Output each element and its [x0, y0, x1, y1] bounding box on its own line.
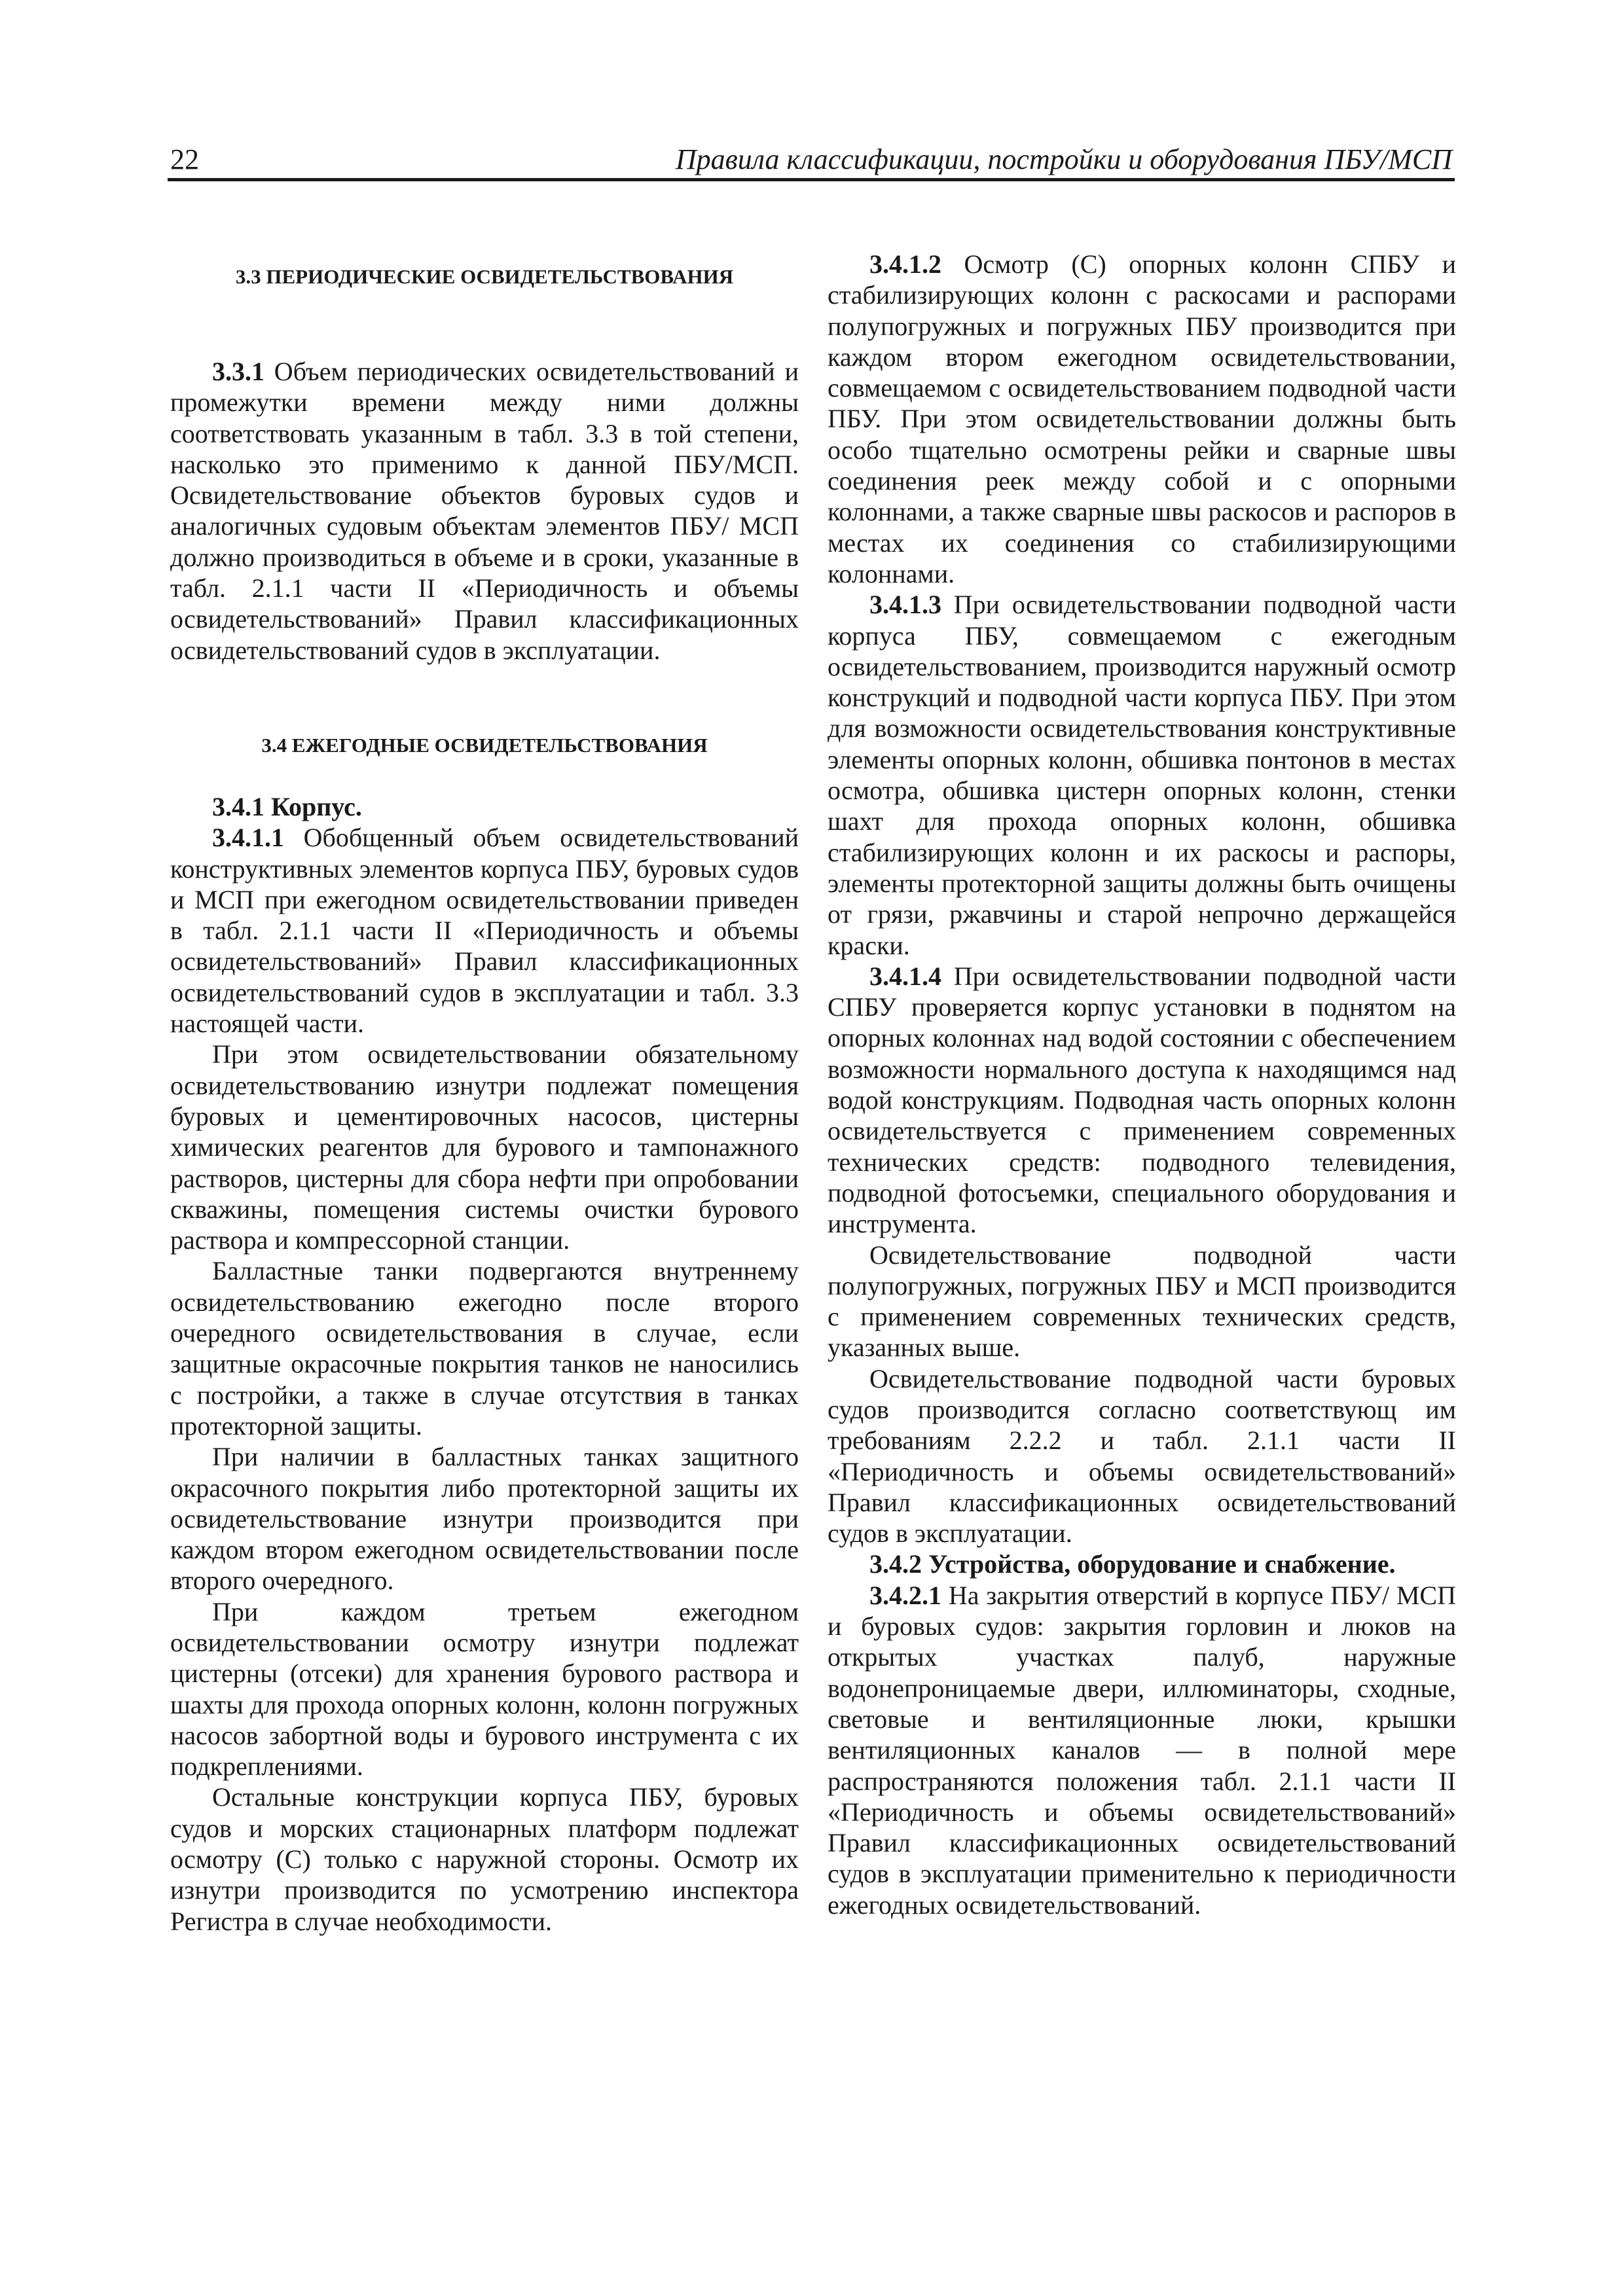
paragraph-3-4-1-1	[170, 822, 799, 1039]
subsection-heading-text: 3.4.1 Корпус.	[212, 791, 362, 821]
paragraph-text: Объем периодических освидетельствований и промежутки времени между ними должны соответствовать указанным в табл. 3.3 в той степени, насколько это применимо к данной ПБУ/МСП. Освидетельствование объектов буровых судов и аналогичных судовым объектам элементов ПБУ/ МСП должно производиться в объеме и в сроки, указанные в табл. 2.1.1 части II «Периодичность и объемы освидетельствований» Правил классификационных освидетельствований судов в эксплуатации.	[170, 357, 799, 665]
paragraph-text: Осмотр (С) опорных колонн СПБУ и стабилизирующих колонн с раскосами и распорами полупогружных и погружных ПБУ производится при каждом втором ежегодном освидетельствовании, совмещаемом с освидетельствованием подводной части ПБУ. При этом освидетельствовании должны быть особо тщательно осмотрены рейки и сварные швы соединения реек между собой и с опорными колоннами, а также сварные швы раскосов и распоров в местах их соединения со стабилизирующими колоннами.	[828, 249, 1456, 588]
page-number: 22	[170, 143, 199, 175]
paragraph-3-4-1-3	[828, 589, 1456, 961]
paragraph-drilling-ships-survey: Освидетельствование подводной части буровых судов производится согласно соответствующ им требованиям 2.2.2 и табл. 2.1.1 части II «Периодичность и объемы освидетельствований» Правил классификационных освидетельствований судов в эксплуатации.	[828, 1363, 1456, 1549]
right-column	[828, 249, 1456, 1920]
left-column	[170, 249, 799, 1937]
paragraph-third-annual-survey: При каждом третьем ежегодном освидетельствовании осмотру изнутри подлежат цистерны (отсеки) для хранения бурового раствора и шахты для прохода опорных колонн, колонн погружных насосов забортной воды и бурового инструмента с их подкреплениями.	[170, 1596, 799, 1782]
subsection-heading-text: 3.4.2 Устройства, оборудование и снабжение.	[869, 1549, 1396, 1579]
clause-number: 3.3.1	[212, 357, 264, 386]
paragraph-text: При освидетельствовании подводной части корпуса ПБУ, совмещаемом с ежегодным освидетельствованием, производится наружный осмотр конструкций и подводной части корпуса ПБУ. При этом для возможности освидетельствования конструктивные элементы опорных колонн, обшивка понтонов в местах осмотра, обшивка цистерн опорных колонн, стенки шахт для прохода опорных колонн, обшивка стабилизирующих колонн и их раскосы и распоры, элементы протекторной защиты должны быть очищены от грязи, ржавчины и старой непрочно держащейся краски.	[828, 590, 1456, 960]
running-title: Правила классификации, постройки и оборудования ПБУ/МСП	[675, 143, 1452, 175]
paragraph-text: При освидетельствовании подводной части СПБУ проверяется корпус установки в поднятом на опорных колоннах над водой состоянии с обеспечением возможности нормального доступа к находящимся над водой конструкциям. Подводная часть опорных колонн освидетельствуется с применением современных технических средств: подводного телевидения, подводной фотосъемки, специального оборудования и инструмента.	[828, 961, 1456, 1239]
clause-number: 3.4.1.1	[212, 823, 284, 853]
paragraph-3-4-1-2	[828, 249, 1456, 589]
paragraph-text: На закрытия отверстий в корпусе ПБУ/ МСП и буровых судов: закрытия горловин и люков на открытых участках палуб, наружные водонепроницаемые двери, иллюминаторы, сходные, световые и вентиляционные люки, крышки вентиляционных каналов — в полной мере распространяются положения табл. 2.1.1 части II «Периодичность и объемы освидетельствований» Правил классификационных освидетельствований судов в эксплуатации применительно к периодичности ежегодных освидетельствований.	[828, 1580, 1456, 1920]
clause-number: 3.4.1.4	[869, 961, 941, 991]
paragraph-external-inspection: Остальные конструкции корпуса ПБУ, буровых судов и морских стационарных платформ подлежат осмотру (С) только с наружной стороны. Осмотр их изнутри производится по усмотрению инспектора Регистра в случае необходимости.	[170, 1782, 799, 1936]
paragraph-3-4-1-4	[828, 961, 1456, 1240]
clause-number: 3.4.1.3	[869, 590, 941, 620]
page-header	[168, 140, 1455, 181]
paragraph-3-3-1	[170, 356, 799, 666]
subsection-heading-3-4-1	[170, 791, 799, 822]
clause-number: 3.4.2.1	[869, 1580, 941, 1610]
paragraph-mandatory-internal-survey: При этом освидетельствовании обязательному освидетельствованию изнутри подлежат помещения буровых и цементировочных насосов, цистерны химических реагентов для бурового и тампонажного растворов, цистерны для сбора нефти при опробовании скважины, помещения системы очистки бурового раствора и компрессорной станции.	[170, 1039, 799, 1255]
paragraph-protective-coating: При наличии в балластных танках защитного окрасочного покрытия либо протекторной защиты их освидетельствование изнутри производится при каждом втором ежегодном освидетельствовании после второго очередного.	[170, 1442, 799, 1596]
subsection-heading-3-4-2	[828, 1549, 1456, 1579]
paragraph-semi-submersible-survey: Освидетельствование подводной части полупогружных, погружных ПБУ и МСП производится с применением современных технических средств, указанных выше.	[828, 1240, 1456, 1363]
paragraph-text: Обобщенный объем освидетельствований конструктивных элементов корпуса ПБУ, буровых судов и МСП при ежегодном освидетельствовании приведен в табл. 2.1.1 части II «Периодичность и объемы освидетельствований» Правил классификационных освидетельствований судов в эксплуатации и табл. 3.3 настоящей части.	[170, 823, 799, 1039]
clause-number: 3.4.1.2	[869, 249, 941, 279]
paragraph-3-4-2-1	[828, 1580, 1456, 1920]
paragraph-ballast-tanks: Балластные танки подвергаются внутреннему освидетельствованию ежегодно после второго очередного освидетельствования в случае, если защитные окрасочные покрытия танков не наносились с постройки, а также в случае отсутствия в танках протекторной защиты.	[170, 1256, 799, 1441]
section-title-3-4: 3.4 ЕЖЕГОДНЫЕ ОСВИДЕТЕЛЬСТВОВАНИЯ	[261, 733, 708, 757]
section-title-3-3: 3.3 ПЕРИОДИЧЕСКИЕ ОСВИДЕТЕЛЬСТВОВАНИЯ	[235, 265, 734, 288]
